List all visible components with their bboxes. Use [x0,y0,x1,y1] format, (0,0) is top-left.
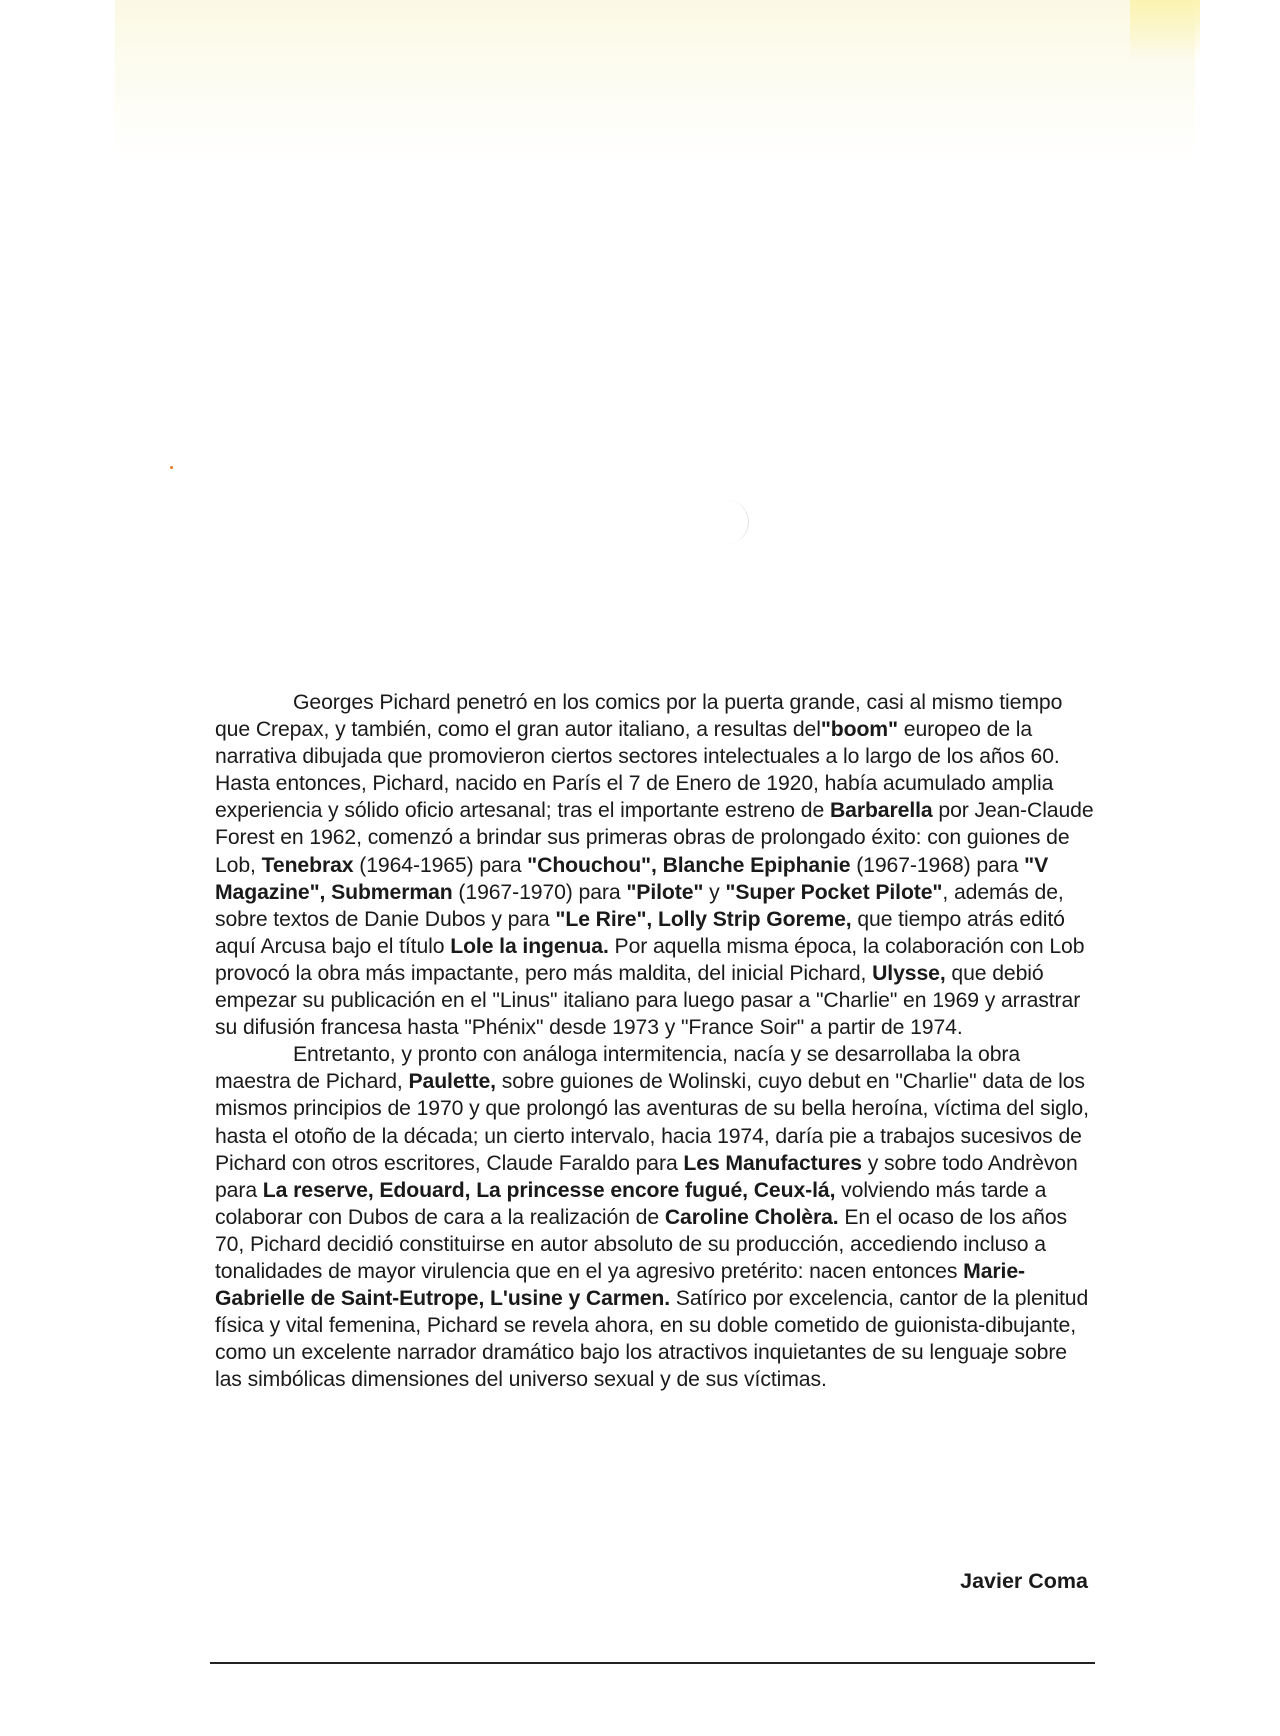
title-submerman: "V Magazine", Submerman [215,853,1049,904]
text-run: En el ocaso de los años 70, Pichard decidió constituirse en autor absoluto de su producción, accediendo incluso a tonalidades de mayor virulencia que en el ya agresivo pretérito: nacen entonces [215,1205,1068,1283]
title-marie-gabrielle-list: Marie-Gabrielle de Saint-Eutrope, L'usine y Carmen. [215,1259,1025,1311]
paragraph-2 [215,1041,1095,1393]
text-run: que tiempo atrás editó aquí Arcusa bajo el título [215,907,1065,958]
text-run: que debió empezar su publicación en el "Linus" italiano para luego pasar a "Charlie" en 1969 y arrastrar su difusión francesa hasta "Phénix" desde 1973 y "France Soir" a partir de 1974. [215,961,1081,1040]
title-paulette: Paulette, [408,1070,496,1094]
title-ulysse: Ulysse, [872,961,946,985]
text-run: y sobre todo Andrèvon para [215,1151,1078,1202]
text-run: Satírico por excelencia, cantor de la plenitud física y vital femenina, Pichard se revela ahora, en su doble cometido de guionista-dibujante, como un excelente narrador dramático bajo los atractivos inquietantes de su lenguaje sobre las simbólicas dimensiones del universo sexual y de sus víctimas. [215,1287,1089,1392]
paper-tint-corner [1130,0,1200,60]
text-run: Georges Pichard penetró en los comics por la puerta grande, casi al mismo tiempo que Crepax, y también, como el gran autor italiano, a resultas del [215,691,1063,742]
footer-rule [210,1662,1095,1664]
text-run: (1964-1965) para [353,853,528,877]
title-caroline-cholera: Caroline Cholèra. [664,1205,839,1229]
title-lolly-strip-goreme: "Le Rire", Lolly Strip Goreme, [555,907,852,931]
print-speck [170,466,173,469]
text-run: europeo de la narrativa dibujada que promovieron ciertos sectores intelectuales a lo largo de los años 60. Hasta entonces, Pichard, nacido en París el 7 de Enero de 1920, había acumulado amplia experiencia y sólido oficio artesanal; tras el importante estreno de [215,718,1060,823]
paragraph-1 [215,689,1095,1041]
text-run: sobre guiones de Wolinski, cuyo debut en "Charlie" data de los mismos principios de 1970 y que prolongó las aventuras de su bella heroína, víctima del siglo, hasta el otoño de la década; un cierto intervalo, hacia 1974, daría pie a trabajos sucesivos de Pichard con otros escritores, Claude Faraldo para [215,1070,1089,1175]
article-body [215,689,1095,1393]
text-run: y [703,880,726,904]
text-run: , además de, sobre textos de Danie Dubos y para [215,880,1064,931]
text-run: Entretanto, y pronto con análoga intermitencia, nacía y se desarrollaba la obra maestra de Pichard, [215,1043,1021,1094]
paper-tint [115,0,1195,160]
title-blanche-epiphanie: "Chouchou", Blanche Epiphanie [527,853,851,877]
title-les-manufactures: Les Manufactures [683,1151,862,1175]
text-run: Por aquella misma época, la colaboración con Lob provocó la obra más impactante, pero más maldita, del inicial Pichard, [215,934,1085,985]
emphasis-boom: "boom" [820,718,898,742]
title-la-reserve-list: La reserve, Edouard, La princesse encore fugué, Ceux-lá, [262,1178,836,1202]
title-pilote: "Pilote" [626,880,704,904]
text-run: volviendo más tarde a colaborar con Dubos de cara a la realización de [215,1178,1047,1229]
text-run: por Jean-Claude Forest en 1962, comenzó a brindar sus primeras obras de prolongado éxito: con guiones de Lob, [215,799,1094,877]
text-run: (1967-1970) para [452,880,627,904]
author-signature: Javier Coma [960,1569,1088,1593]
title-tenebrax: Tenebrax [261,853,354,877]
title-barbarella: Barbarella [829,799,933,823]
text-run: (1967-1968) para [850,853,1025,877]
title-super-pocket-pilote: "Super Pocket Pilote" [725,880,943,904]
faint-arc-mark [724,500,749,544]
title-lole-la-ingenua: Lole la ingenua. [450,934,609,958]
